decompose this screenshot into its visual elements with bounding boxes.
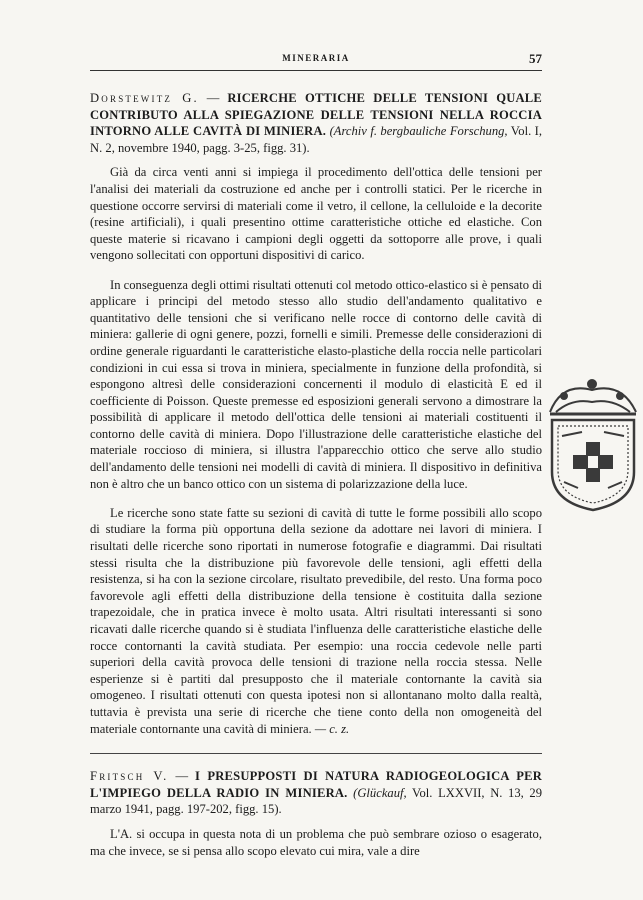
entry-heading [90, 768, 542, 818]
dash: — [198, 91, 228, 105]
library-stamp [542, 372, 643, 512]
page-number: 57 [529, 51, 542, 66]
article-fritsch [90, 768, 542, 859]
article-title: RICERCHE OTTICHE DELLE TENSIONI QUALE CONTRIBUTO ALLA SPIEGAZIONE DELLE TENSIONI NELLA ROCCIA INTORNO ALLE CAVITÀ DI MINIERA. [90, 91, 542, 139]
author-name: Fritsch V. [90, 769, 169, 784]
running-title: MINERARIA [282, 53, 350, 63]
article-dorstewitz [90, 90, 542, 737]
paragraph [90, 505, 542, 737]
citation-details: Vol. I, N. 2, novembre 1940, pagg. 3-25, figg. 31). [90, 124, 543, 155]
section-divider [90, 753, 542, 754]
paragraph: In conseguenza degli ottimi risultati ottenuti col metodo ottico-elastico si è pensato di applicare i principi del metodo stesso allo studio dell'andamento qualitativo e quantitativo delle tensioni che si verificano nelle rocce di contorno delle cavità di miniera: gallerie di ogni genere, pozzi, fornelli e simili. Premesse delle considerazioni di ordine generale riguardanti le caratteristiche elasto-plastiche della roccia nelle particolari condizioni in cui essa si trova in miniera, specialmente in funzione della profondità, si espongono altresì delle considerazioni concernenti il modulo di elasticità E ed il coefficiente di Poisson. Queste premesse ed esposizioni generali servono a dimostrare la possibilità di applicare il metodo dell'ottica delle tensioni ai materiali costituenti il contorno delle cavità di miniera. Dopo l'illustrazione delle caratteristiche elastiche del materiale roccioso di miniera, si illustra l'apparecchio ottico che serve allo studio dell'andamento delle tensioni nei modelli di cavità di miniera. Il dispositivo in definitiva non è altro che un banco ottico con un sistema di polarizzazione della luce. [90, 277, 542, 491]
dash: — [168, 769, 196, 784]
citation-details: Vol. LXXVII, N. 13, 29 marzo 1941, pagg. 197-202, figg. 15). [90, 785, 542, 817]
shield-icon [552, 420, 634, 510]
entry-heading [90, 90, 542, 156]
author-name: Dorstewitz G. [90, 91, 199, 105]
citation-journal: (Archiv f. bergbauliche Forschung, [329, 124, 508, 139]
citation-journal: (Glückauf, [353, 785, 407, 800]
paragraph: Già da circa venti anni si impiega il procedimento dell'ottica delle tensioni per l'analisi dei materiali da costruzione ed anche per i controlli statici. Per le ricerche in questione occorre servirsi di materiali come il vetro, il cellone, la celluloide e la decorite (resine artificiali), i quali presentino ottime caratteristiche ottiche ed elastiche. Con queste materie si ricavano i campioni degli oggetti da sottoporre alle prove, i quali vengono sollecitati con opportuni dispositivi di carico. [90, 165, 542, 263]
reviewer-signature: — c. z. [314, 721, 350, 736]
paragraph-text: Le ricerche sono state fatte su sezioni di cavità di tutte le forme possibili allo scopo di studiare la forma più opportuna della sezione da adottare nei lavori di miniera. I risultati delle ricerche sono riportati in numerose fotografie e diagrammi. Dai risultati stessi risulta che la distribuzione più favorevole delle tensioni, agli effetti della resistenza, si ha con la sezione circolare, risultato prevedibile, del resto. Una forma poco favorevole agli effetti della distribuzione della tensione è costituita dalla sezione trapezoidale, che in pratica invece è molto usata. Altri risultati interessanti si sono ricavati dalle ricerche quando si è studiata l'influenza delle caratteristiche elastiche delle rocce contornanti la cavità studiata. Per esempio: una roccia cedevole nelle parti superiori della cavità provoca delle tensioni di trazione nella roccia stessa. Nelle esperienze si è partiti dal presupposto che il materiale contornante la cavità sia omogeneo. I risultati ottenuti con questa ipotesi non si allontanano molto dalla realtà, tuttavia è prevista una serie di ricerche che tiene conto della non omogeneità del materiale contornante una cavità di miniera. [90, 505, 542, 736]
page-header [90, 50, 542, 71]
article-title: I PRESUPPOSTI DI NATURA RADIOGEOLOGICA PER L'IMPIEGO DELLA RADIO IN MINIERA. [90, 769, 542, 800]
crown-icon [550, 380, 636, 414]
paragraph: L'A. si occupa in questa nota di un problema che può sembrare ozioso o esagerato, ma che invece, se si pensa allo scopo elevato cui mira, vale a dire [90, 826, 542, 858]
page-body [90, 80, 542, 872]
